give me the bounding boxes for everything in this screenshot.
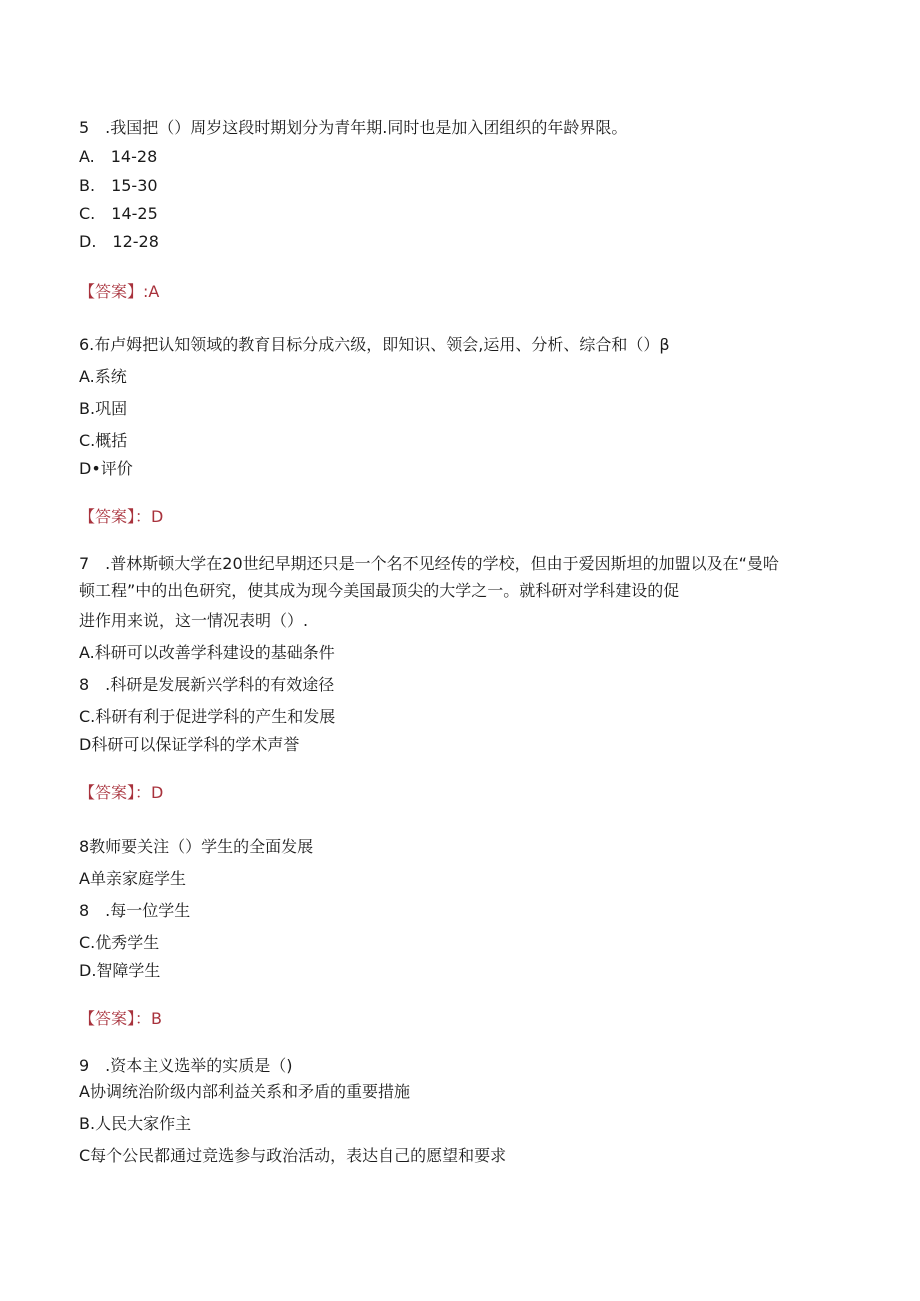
question-9-option-a: A协调统治阶级内部利益关系和矛盾的重要措施: [79, 1082, 410, 1101]
question-8-option-d: D.智障学生: [79, 961, 161, 980]
question-9-stem: 9 .资本主义选举的实质是（): [79, 1056, 293, 1075]
question-8-option-c: C.优秀学生: [79, 933, 160, 952]
question-7-stem-line-1: 7 .普林斯顿大学在20世纪早期还只是一个名不见经传的学校，但由于爱因斯坦的加盟以及在“曼哈: [79, 554, 779, 573]
question-8-option-a: A单亲家庭学生: [79, 869, 186, 888]
question-7-stem-line-2: 顿工程”中的出色研究，使其成为现今美国最顶尖的大学之一。就科研对学科建设的促: [79, 581, 680, 600]
question-5-option-c: C. 14-25: [79, 204, 158, 223]
question-7-answer: 【答案】：D: [79, 783, 164, 802]
question-5-option-a: A. 14-28: [79, 147, 158, 166]
question-8-option-b: 8 .每一位学生: [79, 901, 191, 920]
question-6-stem: 6.布卢姆把认知领域的教育目标分成六级，即知识、领会,运用、分析、综合和（）β: [79, 335, 670, 354]
question-6-option-b: B.巩固: [79, 399, 128, 418]
question-5-answer: 【答案】:A: [79, 282, 160, 301]
question-7-option-c: C.科研有利于促进学科的产生和发展: [79, 707, 336, 726]
question-5-stem: 5 .我国把（）周岁这段时期划分为青年期.同时也是加入团组织的年龄界限。: [79, 118, 628, 137]
question-5-option-b: B. 15-30: [79, 176, 158, 195]
question-9-option-b: B.人民大家作主: [79, 1114, 192, 1133]
question-6-answer: 【答案】：D: [79, 507, 164, 526]
question-8-answer: 【答案】：B: [79, 1009, 162, 1028]
question-7-stem-line-3: 进作用来说，这一情况表明（）.: [79, 611, 309, 630]
question-5-option-d: D. 12-28: [79, 232, 159, 251]
question-6-option-c: C.概括: [79, 431, 128, 450]
question-7-option-a: A.科研可以改善学科建设的基础条件: [79, 643, 335, 662]
question-8-stem: 8教师要关注（）学生的全面发展: [79, 837, 314, 856]
question-7-option-b: 8 .科研是发展新兴学科的有效途径: [79, 675, 335, 694]
question-9-option-c: C每个公民都通过竞选参与政治活动，表达自己的愿望和要求: [79, 1146, 507, 1165]
question-6-option-a: A.系统: [79, 367, 127, 386]
question-7-option-d: D科研可以保证学科的学术声誉: [79, 735, 300, 754]
question-6-option-d: D•评价: [79, 459, 133, 478]
